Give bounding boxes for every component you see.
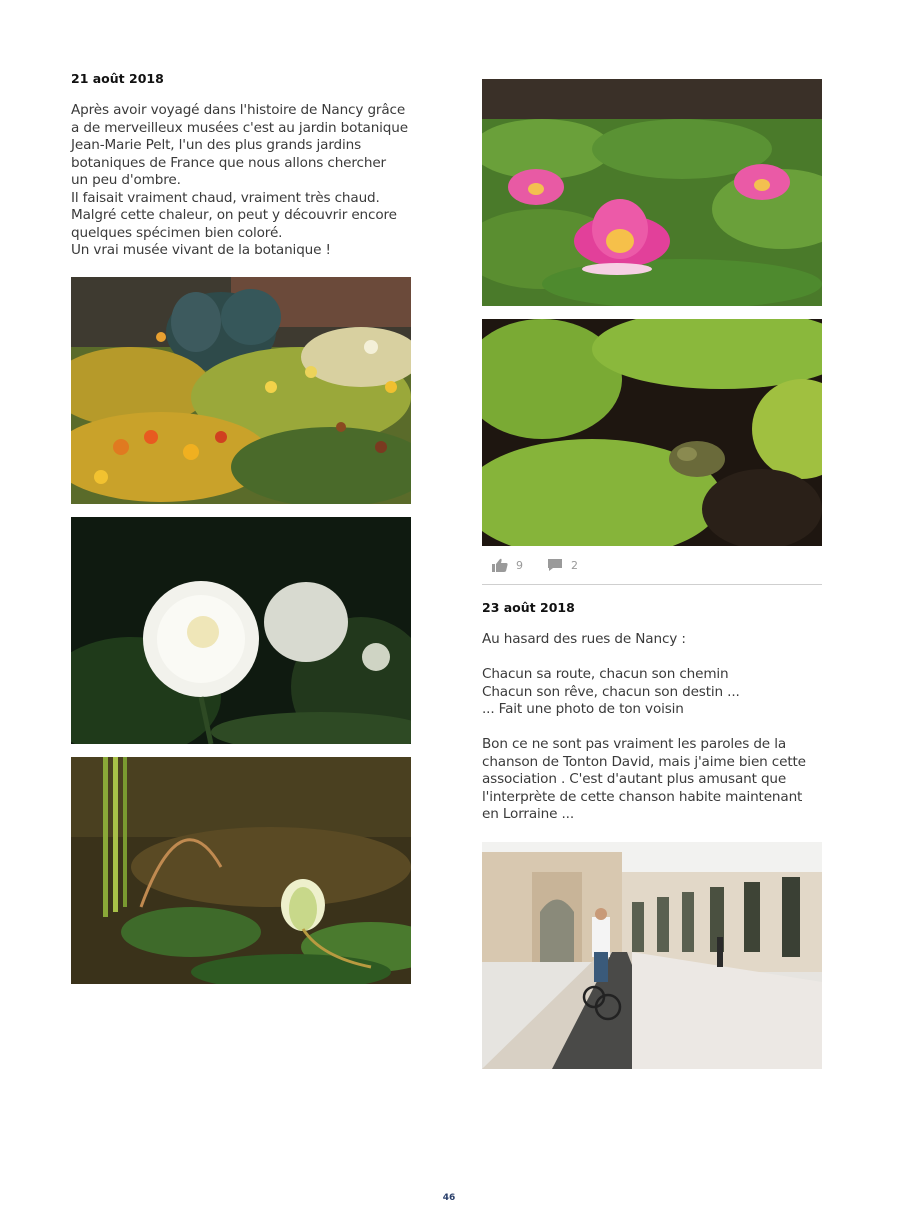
photo-frog-lily-pads[interactable]: [482, 319, 822, 546]
right-column: [482, 79, 822, 1069]
comments-stat[interactable]: [547, 558, 578, 572]
text-line: association . C'est d'autant plus amusant que: [482, 771, 787, 787]
photo-garden-flowers[interactable]: [71, 277, 411, 504]
text-line: quelques spécimen bien coloré.: [71, 224, 283, 241]
photo-water-lily-bud[interactable]: [71, 757, 411, 984]
text-line: chanson de Tonton David, mais j'aime bien cette: [482, 753, 806, 770]
text-line: Chacun sa route, chacun son chemin: [482, 666, 729, 682]
text-line: botaniques de France que nous allons chercher: [71, 154, 386, 171]
text-line: Au hasard des rues de Nancy :: [482, 631, 686, 647]
likes-stat[interactable]: [492, 558, 523, 572]
photo-pink-water-lilies[interactable]: [482, 79, 822, 306]
post-text: [482, 631, 822, 824]
post-text: [71, 102, 411, 260]
text-line: un peu d'ombre.: [71, 172, 181, 188]
text-line: Après avoir voyagé dans l'histoire de Nancy grâce: [71, 102, 406, 118]
text-line: Malgré cette chaleur, on peut y découvrir encore: [71, 207, 397, 223]
thumbs-up-icon[interactable]: [492, 558, 508, 572]
left-column: [71, 70, 411, 984]
text-line: a de merveilleux musées c'est au jardin botanique: [71, 119, 408, 136]
text-line: ... Fait une photo de ton voisin: [482, 701, 684, 717]
comments-count: 2: [571, 558, 578, 572]
comment-bubble-icon[interactable]: [547, 558, 563, 572]
text-line: Bon ce ne sont pas vraiment les paroles de la: [482, 736, 787, 752]
photo-cyclist-street[interactable]: [482, 842, 822, 1069]
text-line: en Lorraine ...: [482, 806, 575, 822]
likes-count: 9: [516, 558, 523, 572]
text-line: Chacun son rêve, chacun son destin ...: [482, 683, 740, 700]
text-line: Un vrai musée vivant de la botanique !: [71, 242, 331, 258]
post-stats: [482, 546, 822, 585]
text-line: Jean-Marie Pelt, l'un des plus grands jardins: [71, 137, 362, 153]
post-date: 23 août 2018: [482, 600, 575, 615]
text-line: l'interprète de cette chanson habite maintenant: [482, 788, 803, 805]
text-line: Il faisait vraiment chaud, vraiment très chaud.: [71, 189, 380, 206]
photo-white-dahlia[interactable]: [71, 517, 411, 744]
post-date: 21 août 2018: [71, 71, 164, 86]
page-number: 46: [442, 1193, 456, 1203]
